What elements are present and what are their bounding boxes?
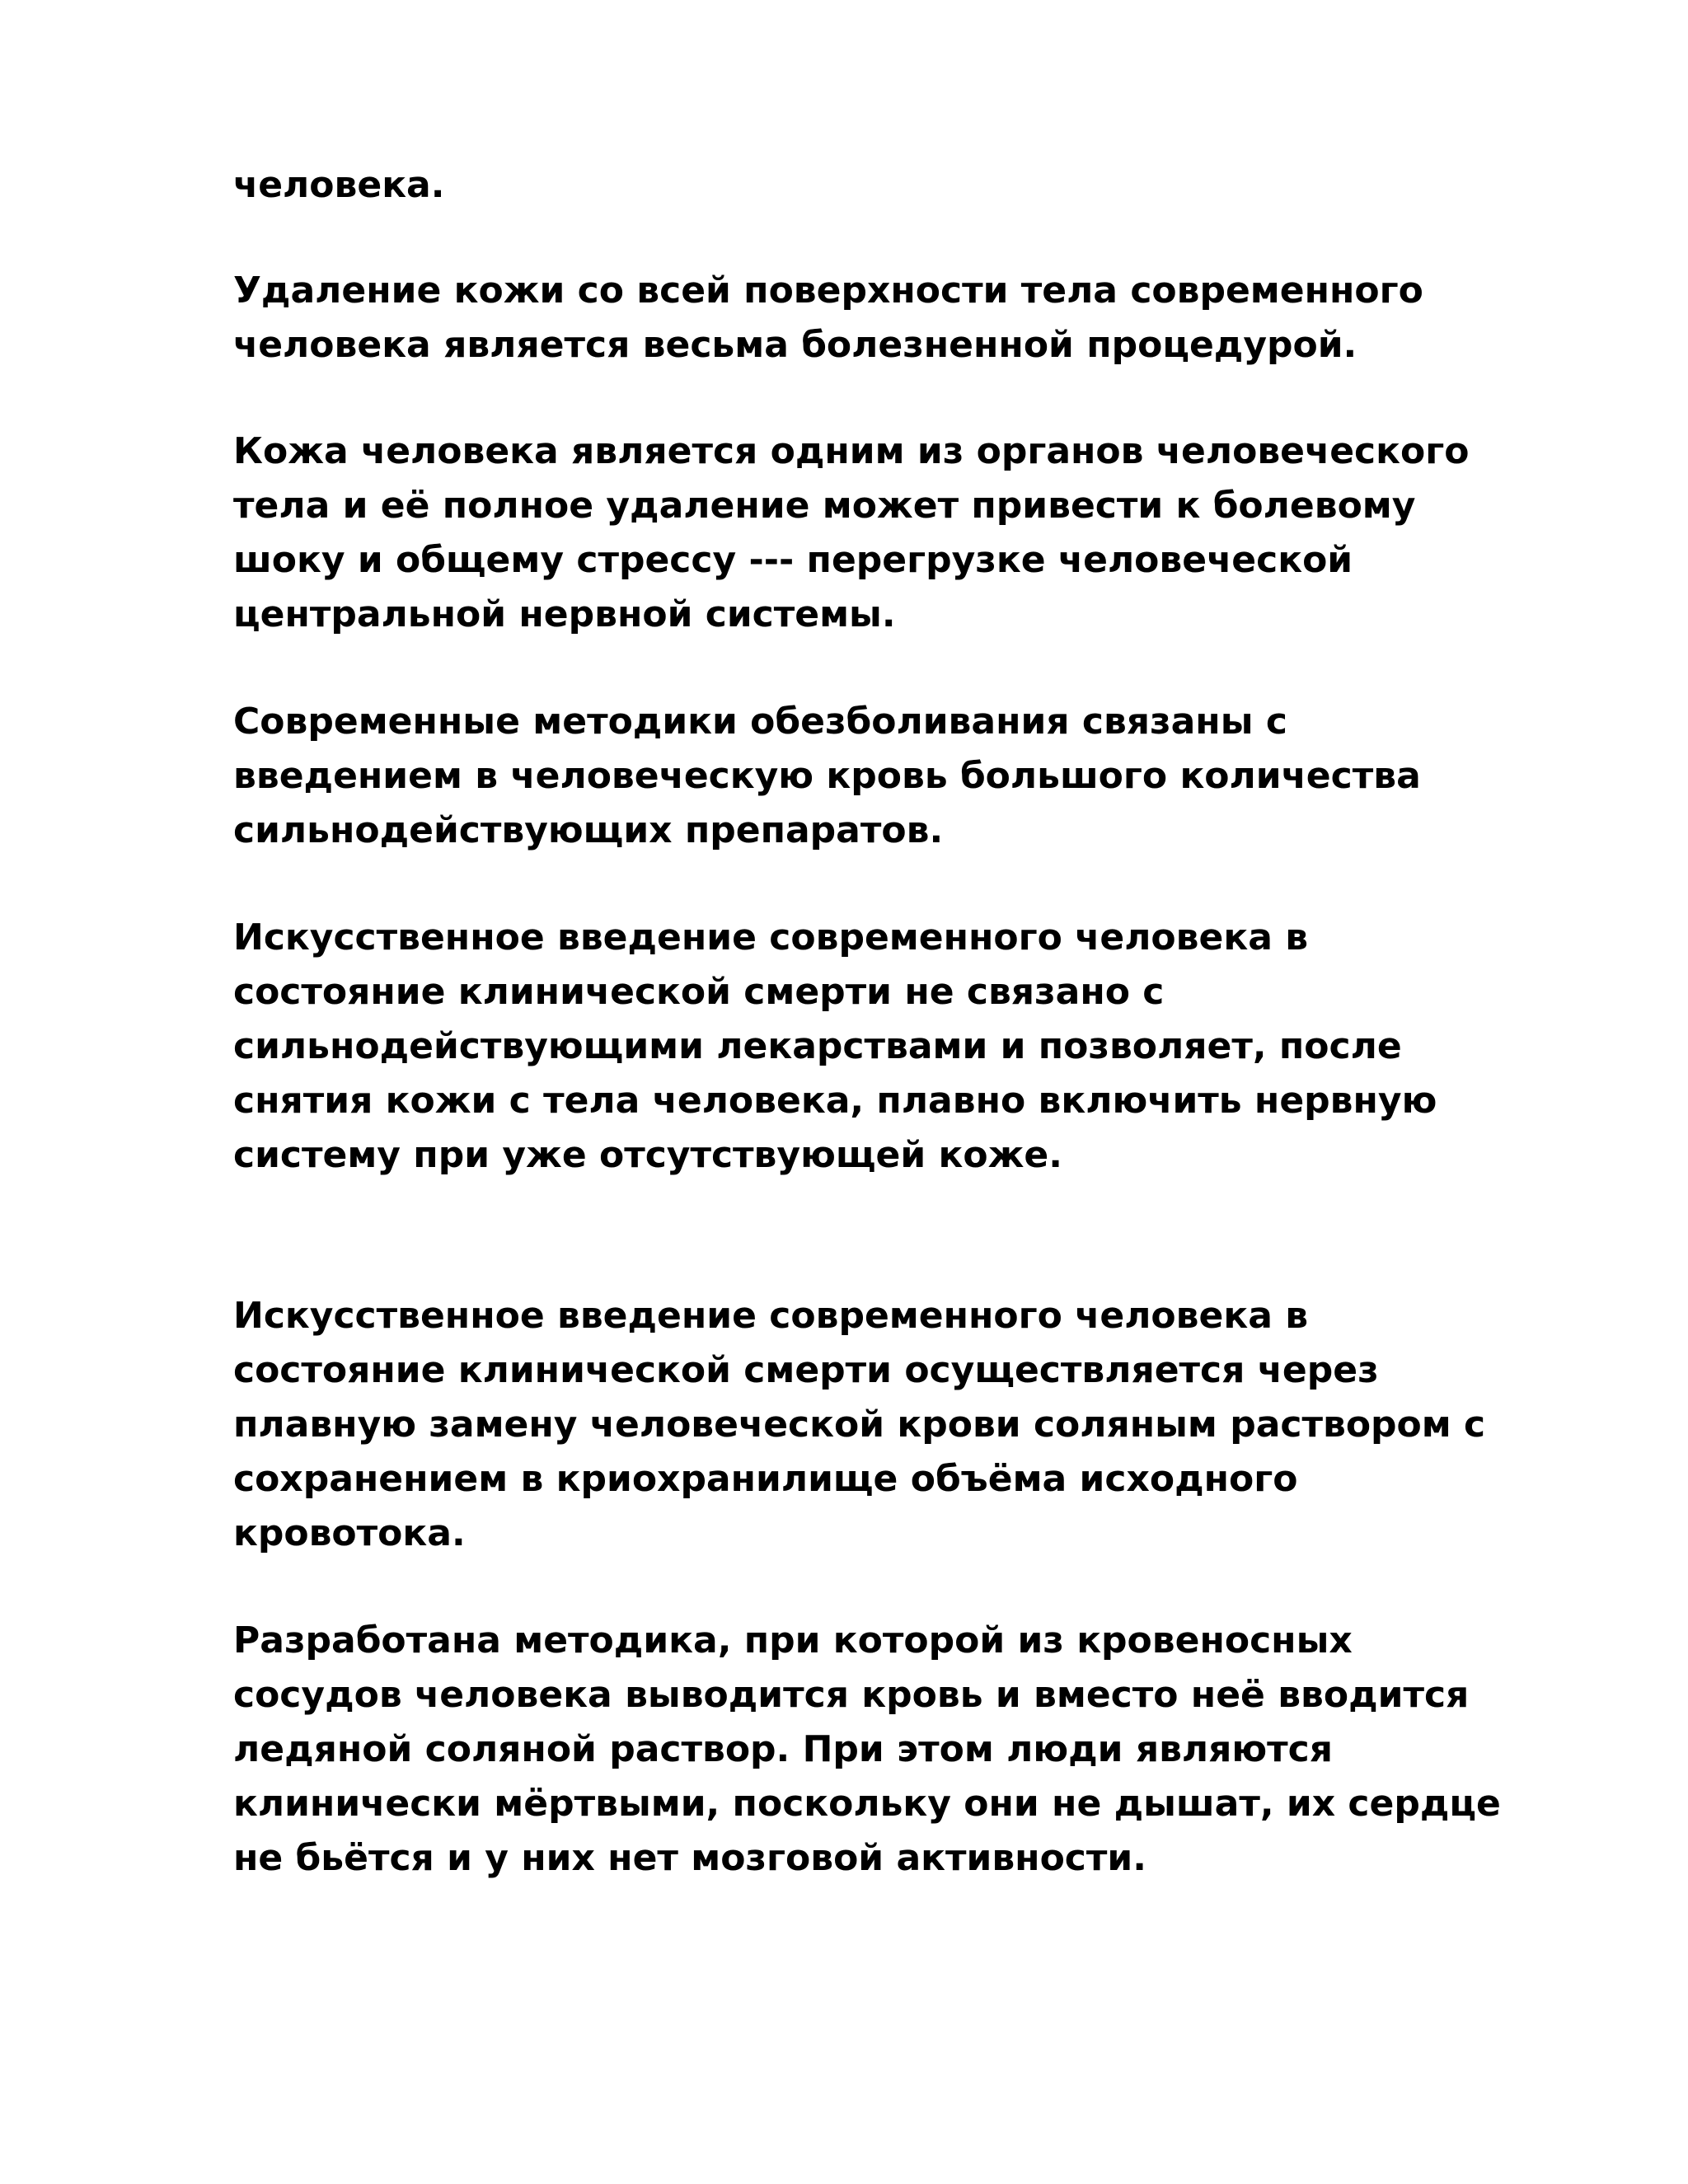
paragraph-5-line-3: сильнодействующими лекарствами и позволяет, после bbox=[233, 1025, 1402, 1067]
paragraph-4-line-3: сильнодействующих препаратов. bbox=[233, 809, 944, 851]
paragraph-2-line-2: человека является весьма болезненной процедурой. bbox=[233, 324, 1357, 366]
paragraph-2-line-1: Удаление кожи со всей поверхности тела современного bbox=[233, 269, 1423, 312]
paragraph-7-line-2: сосудов человека выводится кровь и вместо неё вводится bbox=[233, 1674, 1470, 1716]
paragraph-7-line-1: Разработана методика, при которой из кровеносных bbox=[233, 1619, 1353, 1661]
paragraph-3-line-3: шоку и общему стрессу --- перегрузке человеческой bbox=[233, 539, 1353, 581]
paragraph-5-line-2: состояние клинической смерти не связано с bbox=[233, 971, 1165, 1013]
paragraph-6-line-2: состояние клинической смерти осуществляется через bbox=[233, 1349, 1379, 1391]
paragraph-1-line-1: человека. bbox=[233, 164, 445, 206]
paragraph-3-line-4: центральной нервной системы. bbox=[233, 593, 896, 635]
paragraph-3-line-2: тела и её полное удаление может привести к болевому bbox=[233, 485, 1416, 527]
paragraph-5-line-5: систему при уже отсутствующей коже. bbox=[233, 1134, 1062, 1176]
paragraph-6-line-1: Искусственное введение современного человека в bbox=[233, 1295, 1309, 1337]
paragraph-6-line-4: сохранением в криохранилище объёма исходного bbox=[233, 1458, 1298, 1500]
paragraph-5-line-4: снятия кожи с тела человека, плавно включить нервную bbox=[233, 1080, 1437, 1122]
paragraph-4-line-2: введением в человеческую кровь большого количества bbox=[233, 755, 1421, 797]
paragraph-6-line-5: кровотока. bbox=[233, 1512, 466, 1554]
paragraph-7-line-3: ледяной соляной раствор. При этом люди являются bbox=[233, 1728, 1334, 1770]
paragraph-7-line-5: не бьётся и у них нет мозговой активности. bbox=[233, 1837, 1146, 1879]
paragraph-4-line-1: Современные методики обезболивания связаны с bbox=[233, 701, 1287, 743]
paragraph-3-line-1: Кожа человека является одним из органов человеческого bbox=[233, 430, 1470, 472]
paragraph-6-line-3: плавную замену человеческой крови соляным раствором с bbox=[233, 1404, 1486, 1446]
paragraph-7-line-4: клинически мёртвыми, поскольку они не дышат, их сердце bbox=[233, 1783, 1501, 1825]
paragraph-5-line-1: Искусственное введение современного человека в bbox=[233, 916, 1309, 958]
